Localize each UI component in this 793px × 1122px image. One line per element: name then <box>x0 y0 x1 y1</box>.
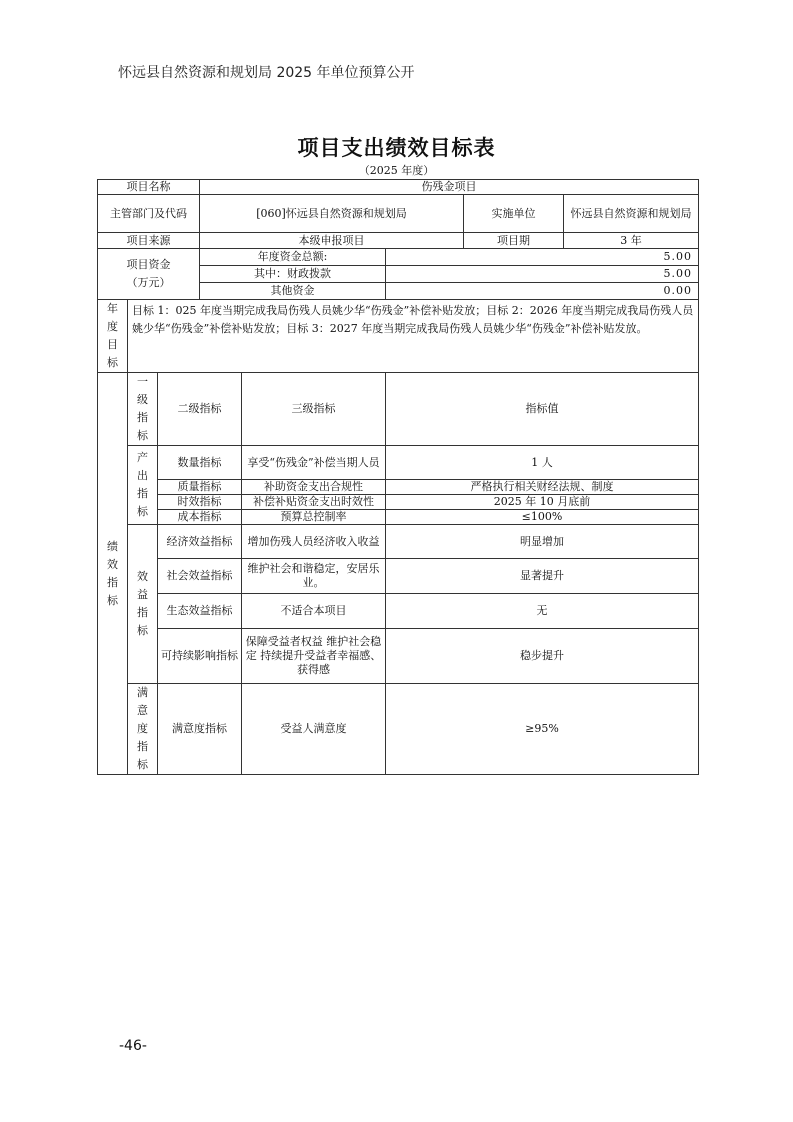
fund-total-row <box>98 249 699 266</box>
department-row <box>98 195 699 233</box>
level1-header-text: 一级指标 <box>137 375 148 442</box>
project-period-value: 3 年 <box>564 233 699 249</box>
level2-cell: 社会效益指标 <box>158 559 242 594</box>
performance-indicators-label <box>98 373 128 775</box>
level3-cell: 补助资金支出合规性 <box>242 480 386 495</box>
indicator-value-cell: 无 <box>386 594 699 629</box>
fund-total-value: 5.00 <box>386 249 699 266</box>
level3-cell: 享受“伤残金”补偿当期人员 <box>242 446 386 480</box>
project-name-row <box>98 180 699 195</box>
level2-cell: 数量指标 <box>158 446 242 480</box>
level3-header: 三级指标 <box>242 373 386 446</box>
benefit-indicators-label <box>128 525 158 684</box>
running-header: 怀远县自然资源和规划局 2025 年单位预算公开 <box>118 65 415 81</box>
table-row <box>98 684 699 775</box>
page-number: -46- <box>119 1038 147 1054</box>
level3-cell: 不适合本项目 <box>242 594 386 629</box>
department-label: 主管部门及代码 <box>98 195 200 233</box>
indicator-value-cell: 显著提升 <box>386 559 699 594</box>
project-fund-label-text: 项目资金（万元） <box>126 258 171 289</box>
level3-cell: 预算总控制率 <box>242 510 386 525</box>
table-row <box>98 446 699 480</box>
indicator-value-cell: 2025 年 10 月底前 <box>386 495 699 510</box>
table-row <box>98 629 699 684</box>
performance-indicators-label-text: 绩效指标 <box>107 539 118 607</box>
fund-total-label: 年度资金总额: <box>200 249 386 266</box>
document-title: 项目支出绩效目标表 <box>297 136 496 160</box>
level3-cell: 受益人满意度 <box>242 684 386 775</box>
table-row <box>98 559 699 594</box>
table-row <box>98 510 699 525</box>
level3-cell: 维护社会和谐稳定，安居乐业。 <box>242 559 386 594</box>
implementing-unit-label: 实施单位 <box>464 195 564 233</box>
level2-cell: 满意度指标 <box>158 684 242 775</box>
indicator-value-cell: 严格执行相关财经法规、制度 <box>386 480 699 495</box>
level3-cell: 补偿补贴资金支出时效性 <box>242 495 386 510</box>
annual-goal-label <box>98 300 128 373</box>
indicator-value-header: 指标值 <box>386 373 699 446</box>
indicator-value-cell: 稳步提升 <box>386 629 699 684</box>
level3-cell: 保障受益者权益 维护社会稳定 持续提升受益者幸福感、获得感 <box>242 629 386 684</box>
fund-other-label: 其他资金 <box>200 283 386 300</box>
level2-cell: 可持续影响指标 <box>158 629 242 684</box>
project-name-label: 项目名称 <box>98 180 200 195</box>
indicator-value-cell: ≤100% <box>386 510 699 525</box>
level3-cell: 增加伤残人员经济收入收益 <box>242 525 386 559</box>
department-value: [060]怀远县自然资源和规划局 <box>200 195 464 233</box>
indicator-value-cell: 1 人 <box>386 446 699 480</box>
level2-cell: 时效指标 <box>158 495 242 510</box>
level2-cell: 成本指标 <box>158 510 242 525</box>
annual-goal-row <box>98 300 699 373</box>
level2-cell: 经济效益指标 <box>158 525 242 559</box>
fund-fiscal-value: 5.00 <box>386 266 699 283</box>
fund-fiscal-label: 其中：财政拨款 <box>200 266 386 283</box>
table-row <box>98 525 699 559</box>
project-source-value: 本级申报项目 <box>200 233 464 249</box>
satisfaction-indicators-label-text: 满意度指标 <box>137 686 148 771</box>
satisfaction-indicators-label <box>128 684 158 775</box>
level2-cell: 生态效益指标 <box>158 594 242 629</box>
document-subtitle: （2025 年度） <box>358 164 435 177</box>
output-indicators-label-text: 产出指标 <box>137 451 148 518</box>
performance-target-table <box>97 179 699 775</box>
project-source-row <box>98 233 699 249</box>
indicator-header-row <box>98 373 699 446</box>
benefit-indicators-label-text: 效益指标 <box>137 570 148 637</box>
fund-other-value: 0.00 <box>386 283 699 300</box>
level2-header: 二级指标 <box>158 373 242 446</box>
table-row <box>98 495 699 510</box>
output-indicators-label <box>128 446 158 525</box>
project-fund-label <box>98 249 200 300</box>
indicator-value-cell: 明显增加 <box>386 525 699 559</box>
table-row <box>98 594 699 629</box>
indicator-value-cell: ≥95% <box>386 684 699 775</box>
annual-goal-text: 目标 1：025 年度当期完成我局伤残人员姚少华“伤残金”补偿补贴发放；目标 2：2026 年度当期完成我局伤残人员姚少华“伤残金”补偿补贴发放；目标 3：2027 年度当期完成我局伤残人员姚少华“伤残金”补偿补贴发放。 <box>128 300 699 373</box>
level1-header <box>128 373 158 446</box>
project-period-label: 项目期 <box>464 233 564 249</box>
project-source-label: 项目来源 <box>98 233 200 249</box>
level2-cell: 质量指标 <box>158 480 242 495</box>
table-row <box>98 480 699 495</box>
annual-goal-label-text: 年度目标 <box>107 302 118 369</box>
implementing-unit-value: 怀远县自然资源和规划局 <box>564 195 699 233</box>
project-name-value: 伤残金项目 <box>200 180 699 195</box>
